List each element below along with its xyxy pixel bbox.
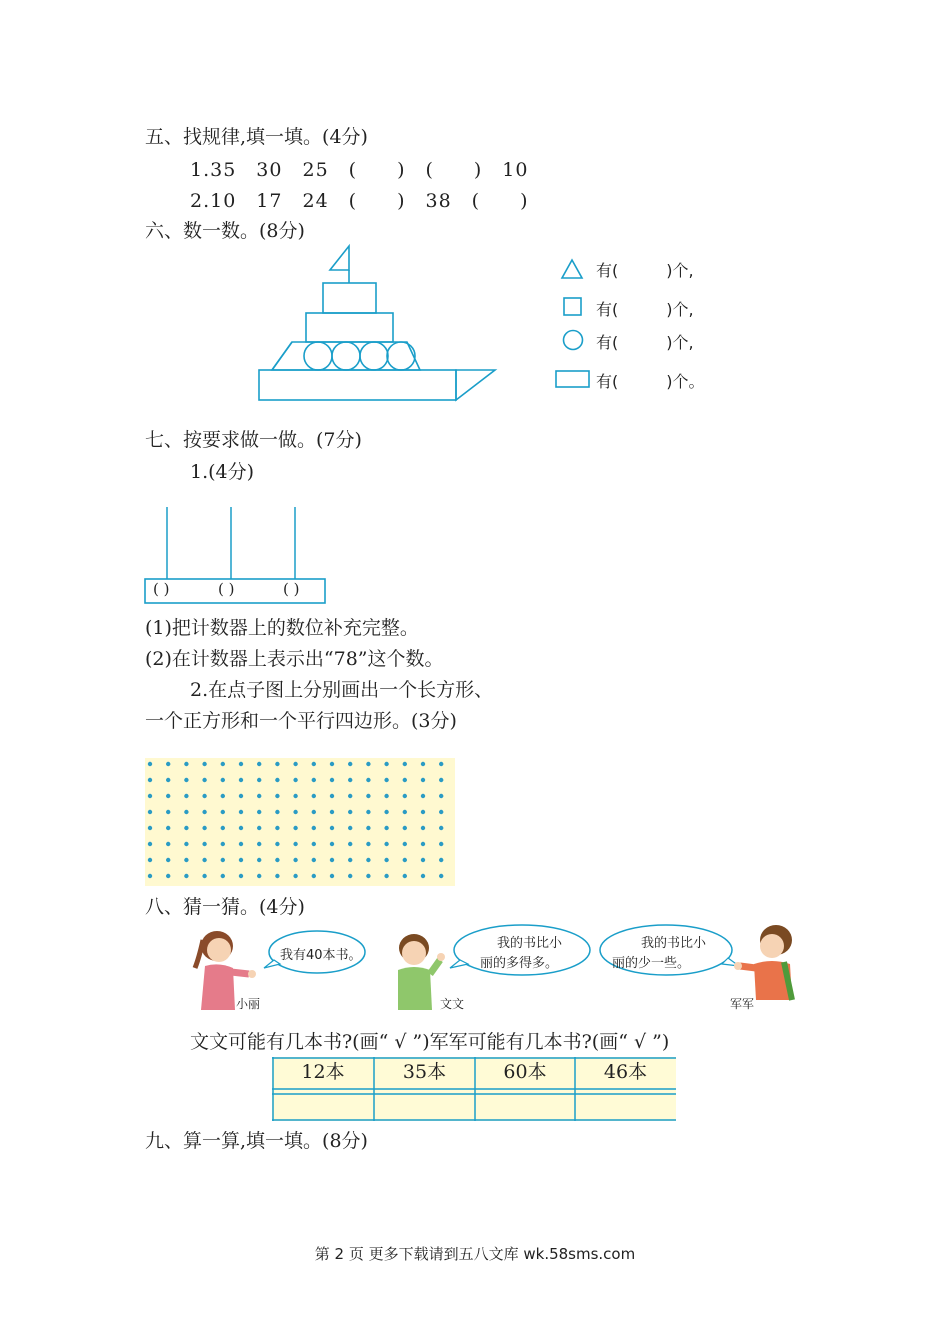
grid-dot bbox=[257, 794, 261, 798]
answer-cell-12[interactable] bbox=[274, 1095, 373, 1119]
rectangle-icon bbox=[554, 368, 592, 390]
grid-dot bbox=[439, 794, 443, 798]
grid-dot bbox=[257, 762, 261, 766]
grid-dot bbox=[439, 858, 443, 862]
grid-dot bbox=[384, 762, 388, 766]
grid-dot bbox=[403, 858, 407, 862]
grid-dot bbox=[239, 778, 243, 782]
grid-dot bbox=[312, 810, 316, 814]
name-xiaoli: 小丽 bbox=[236, 997, 261, 1011]
grid-dot bbox=[403, 762, 407, 766]
bubble-2-line-2: 丽的多得多。 bbox=[480, 956, 559, 971]
grid-dot bbox=[348, 842, 352, 846]
grid-dot bbox=[202, 842, 206, 846]
grid-dot bbox=[239, 858, 243, 862]
count-row-square: 有( )个, bbox=[596, 300, 694, 319]
grid-dot bbox=[293, 874, 297, 878]
grid-dot bbox=[384, 794, 388, 798]
answer-cell-35[interactable] bbox=[375, 1095, 474, 1119]
grid-dot bbox=[257, 826, 261, 830]
grid-dot bbox=[330, 842, 334, 846]
grid-dot bbox=[330, 826, 334, 830]
grid-dot bbox=[312, 842, 316, 846]
count-row-circle: 有( )个, bbox=[596, 333, 694, 352]
grid-dot bbox=[275, 842, 279, 846]
grid-dot bbox=[202, 778, 206, 782]
grid-dot bbox=[166, 874, 170, 878]
grid-dot bbox=[330, 794, 334, 798]
grid-dot bbox=[239, 762, 243, 766]
grid-dot bbox=[166, 842, 170, 846]
grid-dot bbox=[439, 826, 443, 830]
grid-dot bbox=[384, 858, 388, 862]
grid-dot bbox=[202, 858, 206, 862]
grid-dot bbox=[221, 858, 225, 862]
grid-dot bbox=[384, 778, 388, 782]
section-7-title: 七、按要求做一做。(7分) bbox=[145, 429, 362, 451]
name-junjun: 军军 bbox=[730, 997, 755, 1011]
grid-dot bbox=[148, 810, 152, 814]
section-8-title: 八、猜一猜。(4分) bbox=[145, 896, 305, 918]
grid-dot bbox=[403, 874, 407, 878]
abacus-label-3: ( ) bbox=[283, 580, 300, 598]
flag-triangle bbox=[330, 246, 349, 270]
grid-dot bbox=[366, 858, 370, 862]
grid-dot bbox=[275, 794, 279, 798]
grid-dot bbox=[330, 858, 334, 862]
option-60: 60本 bbox=[503, 1061, 547, 1083]
grid-dot bbox=[348, 858, 352, 862]
top-square bbox=[323, 283, 376, 313]
grid-dot bbox=[202, 874, 206, 878]
grid-dot bbox=[330, 810, 334, 814]
grid-dot bbox=[275, 826, 279, 830]
grid-dot bbox=[312, 794, 316, 798]
grid-dot bbox=[312, 858, 316, 862]
dot-grid bbox=[145, 758, 455, 886]
answer-cell-46[interactable] bbox=[576, 1095, 675, 1119]
square-icon bbox=[562, 296, 584, 318]
task-1: (1)把计数器上的数位补充完整。 bbox=[145, 617, 419, 639]
grid-dot bbox=[166, 778, 170, 782]
bubble-2-line-1: 我的书比小 bbox=[497, 936, 563, 951]
grid-dot bbox=[384, 842, 388, 846]
grid-dot bbox=[366, 826, 370, 830]
grid-dot bbox=[348, 826, 352, 830]
grid-dot bbox=[384, 874, 388, 878]
bubble-1-text: 我有40本书。 bbox=[280, 948, 362, 963]
grid-dot bbox=[184, 762, 188, 766]
grid-dot bbox=[403, 810, 407, 814]
grid-dot bbox=[148, 874, 152, 878]
grid-dot bbox=[293, 858, 297, 862]
grid-dot bbox=[366, 874, 370, 878]
section-5-line-1: 1.35 30 25 ( ) ( ) 10 bbox=[190, 159, 529, 181]
grid-dot bbox=[221, 826, 225, 830]
abacus-label-1: ( ) bbox=[153, 580, 170, 598]
grid-dot bbox=[239, 874, 243, 878]
grid-dot bbox=[202, 762, 206, 766]
grid-dot bbox=[239, 842, 243, 846]
grid-dot bbox=[257, 874, 261, 878]
option-12: 12本 bbox=[301, 1061, 345, 1083]
grid-dot bbox=[312, 826, 316, 830]
section-8-question: 文文可能有几本书?(画“ √ ”)军军可能有几本书?(画“ √ ”) bbox=[190, 1031, 670, 1053]
grid-dot bbox=[312, 778, 316, 782]
grid-dot bbox=[148, 778, 152, 782]
grid-dot bbox=[421, 874, 425, 878]
grid-dot bbox=[330, 874, 334, 878]
grid-dot bbox=[275, 778, 279, 782]
grid-dot bbox=[293, 810, 297, 814]
grid-dot bbox=[275, 874, 279, 878]
grid-dot bbox=[257, 858, 261, 862]
grid-dot bbox=[293, 826, 297, 830]
task-2: (2)在计数器上表示出“78”这个数。 bbox=[145, 648, 444, 670]
grid-dot bbox=[166, 826, 170, 830]
grid-dot bbox=[257, 842, 261, 846]
section-5-line-2: 2.10 17 24 ( ) 38 ( ) bbox=[190, 190, 529, 212]
grid-dot bbox=[439, 778, 443, 782]
page-footer: 第 2 页 更多下载请到五八文库 wk.58sms.com bbox=[314, 1245, 636, 1263]
grid-dot bbox=[421, 842, 425, 846]
grid-dot bbox=[239, 826, 243, 830]
grid-dot bbox=[403, 826, 407, 830]
abacus-label-2: ( ) bbox=[218, 580, 235, 598]
middle-rectangle bbox=[306, 313, 393, 342]
grid-dot bbox=[148, 858, 152, 862]
hull-rectangle bbox=[259, 370, 456, 400]
grid-dot bbox=[403, 778, 407, 782]
grid-dot bbox=[239, 794, 243, 798]
grid-dot bbox=[293, 794, 297, 798]
grid-dot bbox=[257, 810, 261, 814]
grid-dot bbox=[348, 762, 352, 766]
grid-dot bbox=[439, 762, 443, 766]
grid-dot bbox=[239, 810, 243, 814]
grid-dot bbox=[275, 858, 279, 862]
grid-dot bbox=[293, 778, 297, 782]
grid-dot bbox=[148, 842, 152, 846]
grid-dot bbox=[421, 826, 425, 830]
section-7-part-1-title: 1.(4分) bbox=[190, 461, 255, 483]
section-7-part-2-line-1: 2.在点子图上分别画出一个长方形、 bbox=[190, 679, 494, 701]
grid-dot bbox=[421, 762, 425, 766]
section-9-title: 九、算一算,填一填。(8分) bbox=[145, 1130, 368, 1152]
section-5-title: 五、找规律,填一填。(4分) bbox=[145, 126, 368, 148]
grid-dot bbox=[403, 794, 407, 798]
grid-dot bbox=[312, 762, 316, 766]
grid-dot bbox=[293, 762, 297, 766]
grid-dot bbox=[421, 794, 425, 798]
grid-dot bbox=[184, 778, 188, 782]
grid-dot bbox=[184, 874, 188, 878]
grid-dot bbox=[166, 794, 170, 798]
grid-dot bbox=[366, 794, 370, 798]
grid-dot bbox=[366, 778, 370, 782]
grid-dot bbox=[202, 810, 206, 814]
grid-dot bbox=[348, 794, 352, 798]
answer-cell-60[interactable] bbox=[476, 1095, 574, 1119]
grid-dot bbox=[439, 874, 443, 878]
options-table bbox=[272, 1057, 676, 1121]
grid-dot bbox=[202, 826, 206, 830]
grid-dot bbox=[275, 762, 279, 766]
grid-dot bbox=[275, 810, 279, 814]
grid-dot bbox=[439, 842, 443, 846]
grid-dot bbox=[221, 762, 225, 766]
grid-dot bbox=[166, 858, 170, 862]
wenwen-figure bbox=[388, 930, 448, 1015]
ship-figure bbox=[250, 240, 500, 405]
grid-dot bbox=[202, 794, 206, 798]
grid-dot bbox=[421, 858, 425, 862]
grid-dot bbox=[384, 826, 388, 830]
grid-dot bbox=[184, 810, 188, 814]
grid-dot bbox=[366, 762, 370, 766]
grid-dot bbox=[184, 794, 188, 798]
grid-dot bbox=[293, 842, 297, 846]
count-row-triangle: 有( )个, bbox=[596, 261, 694, 280]
grid-dot bbox=[221, 778, 225, 782]
grid-dot bbox=[384, 810, 388, 814]
option-35: 35本 bbox=[402, 1061, 447, 1083]
circle-icon bbox=[561, 328, 585, 352]
grid-dot bbox=[221, 794, 225, 798]
bubble-3-line-2: 丽的少一些。 bbox=[612, 956, 691, 971]
grid-dot bbox=[330, 778, 334, 782]
grid-dot bbox=[221, 810, 225, 814]
bubble-3-line-1: 我的书比小 bbox=[641, 936, 707, 951]
count-row-rectangle: 有( )个。 bbox=[596, 372, 705, 391]
grid-dot bbox=[148, 794, 152, 798]
grid-dot bbox=[439, 810, 443, 814]
grid-dot bbox=[166, 810, 170, 814]
grid-dot bbox=[184, 842, 188, 846]
grid-dot bbox=[184, 826, 188, 830]
triangle-icon bbox=[560, 258, 584, 280]
grid-dot bbox=[221, 842, 225, 846]
grid-dot bbox=[348, 778, 352, 782]
grid-dot bbox=[366, 842, 370, 846]
grid-dot bbox=[148, 826, 152, 830]
junjun-figure bbox=[732, 922, 804, 1002]
section-6-title: 六、数一数。(8分) bbox=[145, 220, 305, 242]
grid-dot bbox=[312, 874, 316, 878]
grid-dot bbox=[330, 762, 334, 766]
section-7-part-2-line-2: 一个正方形和一个平行四边形。(3分) bbox=[145, 710, 457, 732]
grid-dot bbox=[148, 762, 152, 766]
grid-dot bbox=[184, 858, 188, 862]
name-wenwen: 文文 bbox=[440, 997, 465, 1011]
grid-dot bbox=[221, 874, 225, 878]
grid-dot bbox=[421, 778, 425, 782]
grid-dot bbox=[421, 810, 425, 814]
option-46: 46本 bbox=[603, 1061, 648, 1083]
grid-dot bbox=[257, 778, 261, 782]
grid-dot bbox=[366, 810, 370, 814]
grid-dot bbox=[348, 874, 352, 878]
grid-dot bbox=[166, 762, 170, 766]
grid-dot bbox=[403, 842, 407, 846]
grid-dot bbox=[348, 810, 352, 814]
